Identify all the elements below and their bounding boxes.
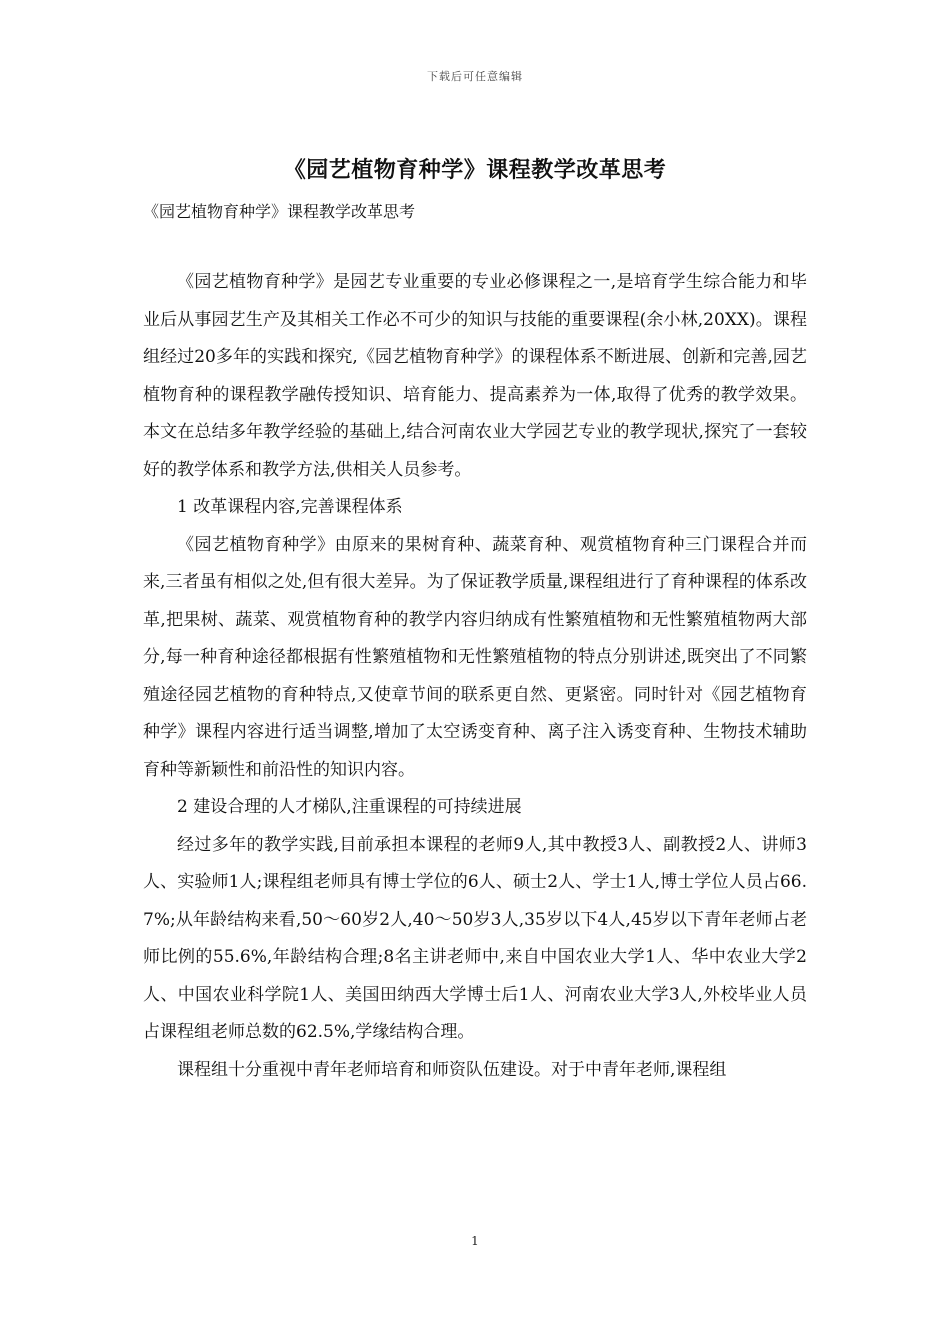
document-subtitle: 《园艺植物育种学》课程教学改革思考: [143, 202, 416, 221]
document-body: [143, 264, 807, 1089]
document-title: 《园艺植物育种学》课程教学改革思考: [283, 157, 667, 183]
section-2-continued-paragraph: 课程组十分重视中青年老师培育和师资队伍建设。对于中青年老师,课程组: [177, 1059, 727, 1080]
section-heading-1: 1 改革课程内容,完善课程体系: [177, 497, 403, 517]
header-note: 下载后可任意编辑: [427, 70, 523, 83]
page-number: 1: [471, 1234, 479, 1248]
section-heading-2: 2 建设合理的人才梯队,注重课程的可持续进展: [177, 797, 522, 817]
intro-paragraph: 《园艺植物育种学》是园艺专业重要的专业必修课程之一,是培育学生综合能力和毕业后从事园艺生产及其相关工作必不可少的知识与技能的重要课程(余小林,20XX)。课程组经过20多年的实践和探究,《园艺植物育种学》的课程体系不断进展、创新和完善,园艺植物育种的课程教学融传授知识、培育能力、提高素养为一体,取得了优秀的教学效果。本文在总结多年教学经验的基础上,结合河南农业大学园艺专业的教学现状,探究了一套较好的教学体系和教学方法,供相关人员参考。: [143, 272, 807, 480]
section-1-paragraph: 《园艺植物育种学》由原来的果树育种、蔬菜育种、观赏植物育种三门课程合并而来,三者虽有相似之处,但有很大差异。为了保证教学质量,课程组进行了育种课程的体系改革,把果树、蔬菜、观赏植物育种的教学内容归纳成有性繁殖植物和无性繁殖植物两大部分,每一种育种途径都根据有性繁殖植物和无性繁殖植物的特点分别讲述,既突出了不同繁殖途径园艺植物的育种特点,又使章节间的联系更自然、更紧密。同时针对《园艺植物育种学》课程内容进行适当调整,增加了太空诱变育种、离子注入诱变育种、生物技术辅助育种等新颖性和前沿性的知识内容。: [143, 534, 807, 780]
section-2-paragraph: 经过多年的教学实践,目前承担本课程的老师9人,其中教授3人、副教授2人、讲师3人、实验师1人;课程组老师具有博士学位的6人、硕士2人、学士1人,博士学位人员占66.7%;从年龄结构来看,50～60岁2人,40～50岁3人,35岁以下4人,45岁以下青年老师占老师比例的55.6%,年龄结构合理;8名主讲老师中,来自中国农业大学1人、华中农业大学2人、中国农业科学院1人、美国田纳西大学博士后1人、河南农业大学3人,外校毕业人员占课程组老师总数的62.5%,学缘结构合理。: [143, 834, 807, 1042]
